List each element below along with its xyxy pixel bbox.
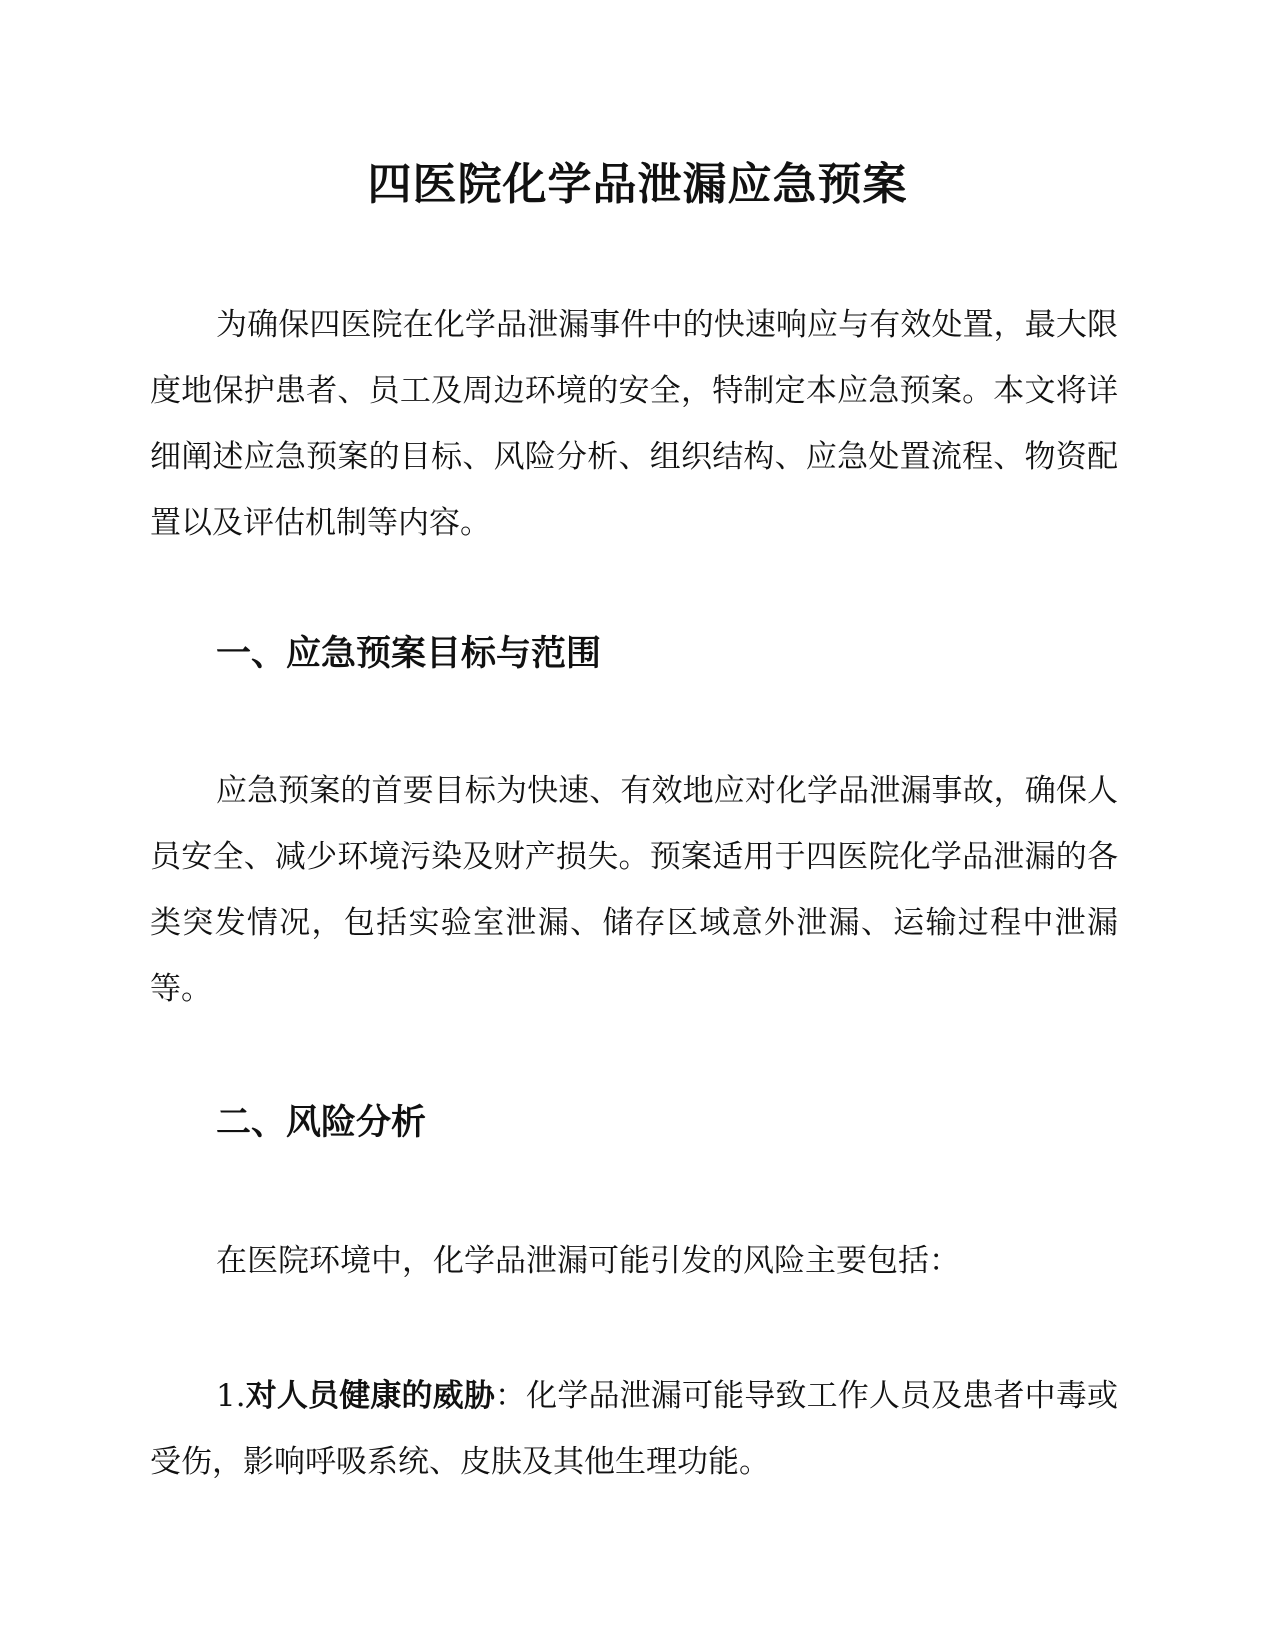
- section-paragraph-risk-analysis: 在医院环境中，化学品泄漏可能引发的风险主要包括：: [216, 1243, 960, 1279]
- list-item: [150, 1363, 1118, 1495]
- list-item-number: 1.: [216, 1378, 246, 1414]
- section-heading-goals-scope: 一、应急预案目标与范围: [216, 634, 602, 674]
- document-title: 四医院化学品泄漏应急预案: [367, 159, 908, 210]
- section-paragraph-goals-scope: 应急预案的首要目标为快速、有效地应对化学品泄漏事故，确保人员安全、减少环境污染及财产损失。预案适用于四医院化学品泄漏的各类突发情况，包括实验室泄漏、储存区域意外泄漏、运输过程中泄漏等。: [150, 773, 1118, 1007]
- list-item-text: ：化学品泄漏可能导致工作人员及患者中毒或受伤，影响呼吸系统、皮肤及其他生理功能。: [150, 1378, 1118, 1480]
- list-item-lead: 对人员健康的威胁: [245, 1378, 495, 1414]
- section-heading-risk-analysis: 二、风险分析: [216, 1103, 427, 1143]
- intro-paragraph: 为确保四医院在化学品泄漏事件中的快速响应与有效处置，最大限度地保护患者、员工及周边环境的安全，特制定本应急预案。本文将详细阐述应急预案的目标、风险分析、组织结构、应急处置流程、物资配置以及评估机制等内容。: [150, 307, 1118, 541]
